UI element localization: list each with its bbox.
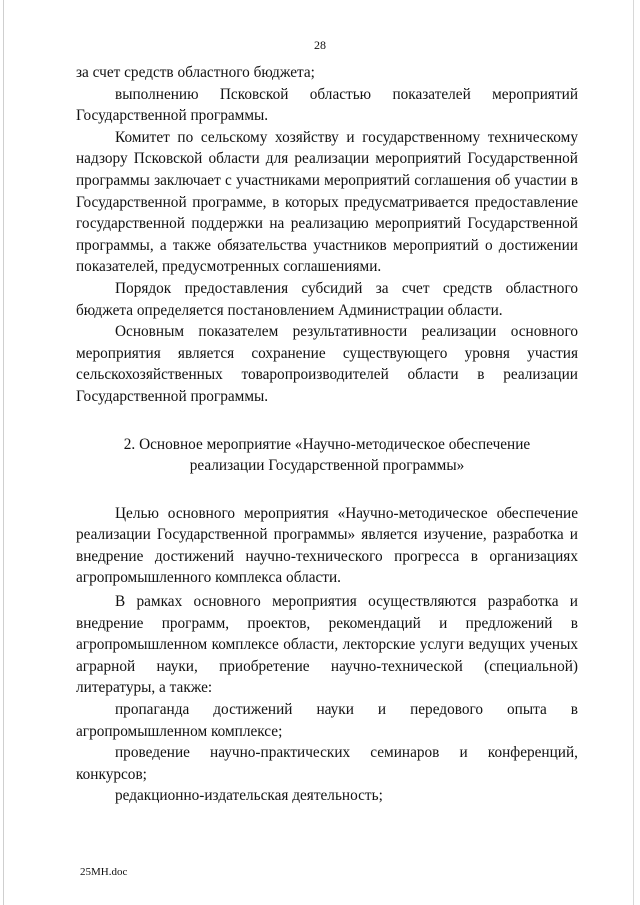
list-item: проведение научно-практических семинаров и конференций, конкурсов;: [76, 744, 578, 783]
section-heading-line-1: 2. Основное мероприятие «Научно-методическое обеспечение: [123, 435, 531, 453]
scan-edge-right: [633, 0, 634, 905]
paragraph: Основным показателем результативности реализации основного мероприятия является сохранение существующего уровня участия сельскохозяйственных товаропроизводителей области в реализации Государственной программы.: [76, 323, 578, 405]
paragraph: В рамках основного мероприятия осуществляются разработка и внедрение программ, проектов, рекомендаций и предложений в агропромышленном комплексе области, лекторские услуги ведущих ученых аграрной науки, приобретение научно-технической (специальной) литературы, а также:: [76, 593, 578, 697]
section-heading-line-2: реализации Государственной программы»: [189, 457, 465, 475]
paragraph: Целью основного мероприятия «Научно-методическое обеспечение реализации Государственной программы» является изучение, разработка и внедрение достижений научно-технического прогресса в организациях агропромышленного комплекса области.: [76, 504, 578, 587]
page-number: 28: [314, 38, 326, 52]
paragraph: Порядок предоставления субсидий за счет средств областного бюджета определяется постановлением Администрации области.: [76, 279, 578, 319]
file-name-footer: 25МН.doc: [80, 866, 128, 878]
scan-edge-left: [3, 0, 4, 905]
paragraph: Комитет по сельскому хозяйству и государственному техническому надзору Псковской области для реализации мероприятий Государственной программы заключает с участниками мероприятий соглашения об участии в Государственной программе, в которых предусматривается предоставление государственной поддержки на реализацию мероприятий Государственной программы, а также обязательства участников мероприятий о достижении показателей, предусмотренных соглашениями.: [76, 128, 578, 276]
paragraph: за счет средств областного бюджета;: [76, 64, 315, 81]
document-body: [76, 62, 578, 807]
list-item: редакционно-издательская деятельность;: [115, 787, 383, 805]
section-heading: [76, 434, 578, 477]
paragraph: выполнению Псковской областью показателей мероприятий Государственной программы.: [76, 85, 578, 125]
list-item: пропаганда достижений науки и передового опыта в агропромышленном комплексе;: [76, 701, 578, 740]
